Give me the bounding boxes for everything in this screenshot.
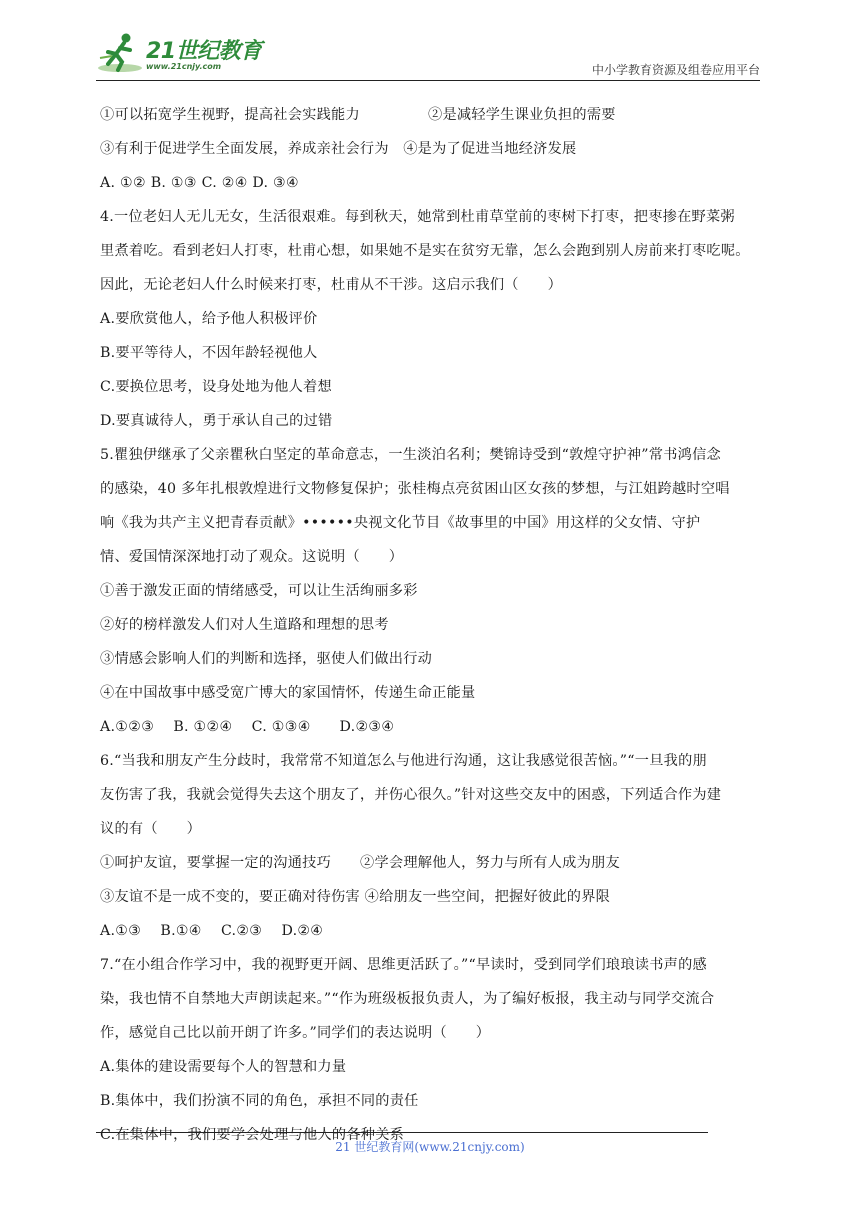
answer-choices: A. ①② B. ①③ C. ②④ D. ③④ bbox=[100, 175, 299, 191]
answer-choices: A.①③ B.①④ C.②③ D.②④ bbox=[100, 923, 324, 939]
option-line: ③友谊不是一成不变的，要正确对待伤害 ④给朋友一些空间，把握好彼此的界限 bbox=[100, 889, 611, 905]
question-content bbox=[100, 98, 765, 1152]
question-4-stem: 4.一位老妇人无儿无女，生活很艰难。每到秋天，她常到杜甫草堂前的枣树下打枣，把枣掺在野菜粥 bbox=[100, 209, 735, 225]
choice-d: D.要真诚待人，勇于承认自己的过错 bbox=[100, 413, 333, 429]
question-5-stem: 情、爱国情深深地打动了观众。这说明（ ） bbox=[100, 549, 404, 565]
choice-c: C.要换位思考，设身处地为他人着想 bbox=[100, 379, 332, 395]
platform-name: 中小学教育资源及组卷应用平台 bbox=[591, 63, 760, 77]
choice-b: B.集体中，我们扮演不同的角色，承担不同的责任 bbox=[100, 1093, 419, 1109]
option-line: ②好的榜样激发人们对人生道路和理想的思考 bbox=[100, 617, 389, 633]
option-line: ③情感会影响人们的判断和选择，驱使人们做出行动 bbox=[100, 651, 433, 667]
option-text: ①呵护友谊，要掌握一定的沟通技巧 bbox=[100, 855, 332, 871]
site-logo[interactable] bbox=[96, 30, 266, 76]
question-5-stem: 的感染，40 多年扎根敦煌进行文物修复保护；张桂梅点亮贫困山区女孩的梦想，与江姐跨越时空唱 bbox=[100, 481, 730, 497]
question-7-stem: 染，我也情不自禁地大声朗读起来。”“作为班级板报负责人，为了编好板报，我主动与同学交流合 bbox=[100, 991, 715, 1007]
option-line bbox=[100, 98, 765, 132]
runner-logo-icon bbox=[96, 30, 146, 76]
header-divider bbox=[96, 80, 760, 81]
choice-c: C.在集体中，我们要学会处理与他人的各种关系 bbox=[100, 1127, 405, 1143]
question-4-stem: 里煮着吃。看到老妇人打枣，杜甫心想，如果她不是实在贫穷无靠，怎么会跑到别人房前来打枣吃呢。 bbox=[100, 243, 750, 259]
question-4-stem: 因此，无论老妇人什么时候来打枣，杜甫从不干涉。这启示我们（ ） bbox=[100, 277, 563, 293]
option-line: ③有利于促进学生全面发展，养成亲社会行为 ④是为了促进当地经济发展 bbox=[100, 141, 577, 157]
question-7-stem: 7.“在小组合作学习中，我的视野更开阔、思维更活跃了。”“早读时，受到同学们琅琅读书声的感 bbox=[100, 957, 707, 973]
logo-url: www.21cnjy.com bbox=[146, 62, 222, 71]
question-6-stem: 议的有（ ） bbox=[100, 821, 202, 837]
footer-divider bbox=[96, 1132, 708, 1133]
page-header bbox=[96, 30, 760, 80]
option-text: ②是减轻学生课业负担的需要 bbox=[428, 107, 616, 123]
option-line bbox=[100, 846, 765, 880]
choice-a: A.集体的建设需要每个人的智慧和力量 bbox=[100, 1059, 347, 1075]
answer-choices: A.①②③ B. ①②④ C. ①③④ D.②③④ bbox=[100, 719, 395, 735]
question-6-stem: 友伤害了我，我就会觉得失去这个朋友了，并伤心很久。”针对这些交友中的困惑，下列适合作为建 bbox=[100, 787, 722, 803]
footer-link[interactable]: 21 世纪教育网(www.21cnjy.com) bbox=[335, 1140, 525, 1154]
option-text: ②学会理解他人，努力与所有人成为朋友 bbox=[360, 855, 620, 871]
question-6-stem: 6.“当我和朋友产生分歧时，我常常不知道怎么与他进行沟通，这让我感觉很苦恼。”“一旦我的朋 bbox=[100, 753, 707, 769]
question-7-stem: 作，感觉自己比以前开朗了许多。”同学们的表达说明（ ） bbox=[100, 1025, 491, 1041]
option-text: ①可以拓宽学生视野，提高社会实践能力 bbox=[100, 107, 360, 123]
choice-b: B.要平等待人，不因年龄轻视他人 bbox=[100, 345, 318, 361]
question-5-stem: 响《我为共产主义把青春贡献》••••••央视文化节目《故事里的中国》用这样的父女情、守护 bbox=[100, 515, 701, 531]
option-line: ①善于激发正面的情绪感受，可以让生活绚丽多彩 bbox=[100, 583, 418, 599]
logo-text: 21世纪教育 bbox=[146, 39, 262, 64]
choice-a: A.要欣赏他人，给予他人积极评价 bbox=[100, 311, 318, 327]
option-line: ④在中国故事中感受宽广博大的家国情怀，传递生命正能量 bbox=[100, 685, 476, 701]
question-5-stem: 5.瞿独伊继承了父亲瞿秋白坚定的革命意志，一生淡泊名利；樊锦诗受到“敦煌守护神”常书鸿信念 bbox=[100, 447, 721, 463]
